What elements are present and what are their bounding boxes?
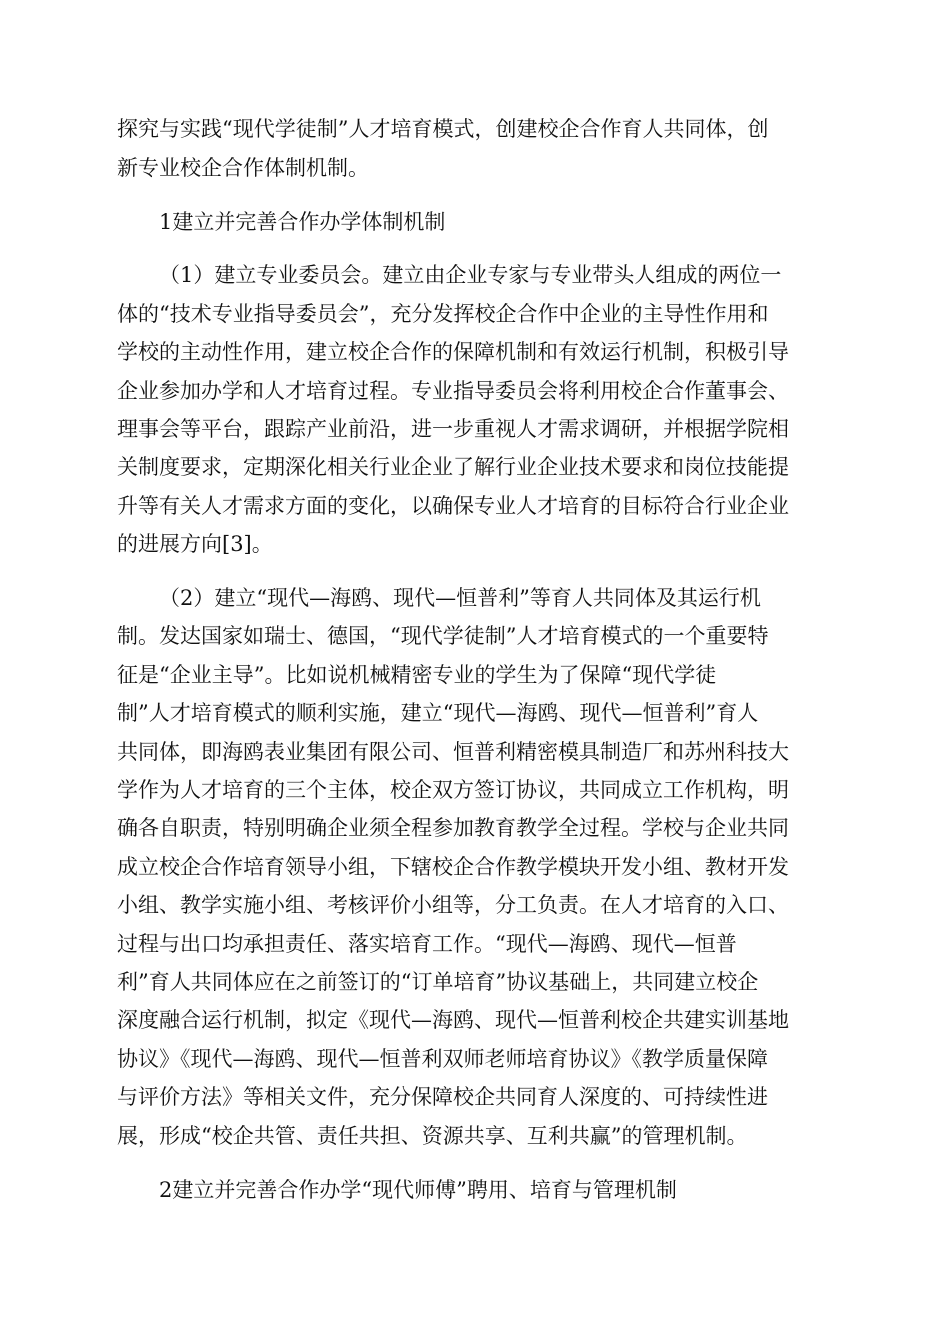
paragraph-2-line-1: （2）建立“现代—海鸥、现代—恒普利”等育人共同体及其运行机: [159, 586, 761, 610]
paragraph-2-line-4: 制”人才培育模式的顺利实施，建立“现代—海鸥、现代—恒普利”育人: [117, 701, 759, 725]
paragraph-1-line-8: 的进展方向[3]。: [117, 532, 273, 556]
paragraph-2-line-6: 学作为人才培育的三个主体，校企双方签订协议，共同成立工作机构，明: [117, 778, 789, 802]
paragraph-2-line-8: 成立校企合作培育领导小组，下辖校企合作教学模块开发小组、教材开发: [117, 855, 789, 879]
paragraph-2-line-14: 与评价方法》等相关文件，充分保障校企共同育人深度的、可持续性进: [117, 1085, 768, 1109]
paragraph-2-line-3: 征是“企业主导”。比如说机械精密专业的学生为了保障“现代学徒: [117, 663, 717, 687]
paragraph-2-line-11: 利”育人共同体应在之前签订的“订单培育”协议基础上，共同建立校企: [117, 970, 759, 994]
section-heading-1: 1建立并完善合作办学体制机制: [159, 210, 446, 234]
paragraph-2-line-5: 共同体，即海鸥表业集团有限公司、恒普利精密模具制造厂和苏州科技大: [117, 740, 789, 764]
paragraph-1-line-7: 升等有关人才需求方面的变化，以确保专业人才培育的目标符合行业企业: [117, 494, 789, 518]
paragraph-2-line-15: 展，形成“校企共管、责任共担、资源共享、互利共赢”的管理机制。: [117, 1124, 748, 1148]
paragraph-2-line-13: 协议》《现代—海鸥、现代—恒普利双师老师培育协议》《教学质量保障: [117, 1047, 768, 1071]
paragraph-2-line-9: 小组、教学实施小组、考核评价小组等，分工负责。在人才培育的入口、: [117, 893, 789, 917]
paragraph-1-line-6: 关制度要求，定期深化相关行业企业了解行业企业技术要求和岗位技能提: [117, 455, 789, 479]
paragraph-1-line-4: 企业参加办学和人才培育过程。专业指导委员会将利用校企合作董事会、: [117, 379, 789, 403]
paragraph-intro-line-1: 探究与实践“现代学徒制”人才培育模式，创建校企合作育人共同体，创: [117, 117, 769, 141]
paragraph-1-line-2: 体的“技术专业指导委员会”，充分发挥校企合作中企业的主导性作用和: [117, 302, 769, 326]
paragraph-1-line-3: 学校的主动性作用，建立校企合作的保障机制和有效运行机制，积极引导: [117, 340, 789, 364]
paragraph-2-line-10: 过程与出口均承担责任、落实培育工作。“现代—海鸥、现代—恒普: [117, 932, 737, 956]
paragraph-intro-line-2: 新专业校企合作体制机制。: [117, 156, 369, 180]
paragraph-2-line-7: 确各自职责，特别明确企业须全程参加教育教学全过程。学校与企业共同: [117, 816, 789, 840]
paragraph-2-line-12: 深度融合运行机制，拟定《现代—海鸥、现代—恒普利校企共建实训基地: [117, 1008, 789, 1032]
section-heading-2: 2建立并完善合作办学“现代师傅”聘用、培育与管理机制: [159, 1178, 677, 1202]
paragraph-1-line-1: （1）建立专业委员会。建立由企业专家与专业带头人组成的两位一: [159, 263, 782, 287]
paragraph-1-line-5: 理事会等平台，跟踪产业前沿，进一步重视人才需求调研，并根据学院相: [117, 417, 789, 441]
paragraph-2-line-2: 制。发达国家如瑞士、德国，“现代学徒制”人才培育模式的一个重要特: [117, 624, 769, 648]
